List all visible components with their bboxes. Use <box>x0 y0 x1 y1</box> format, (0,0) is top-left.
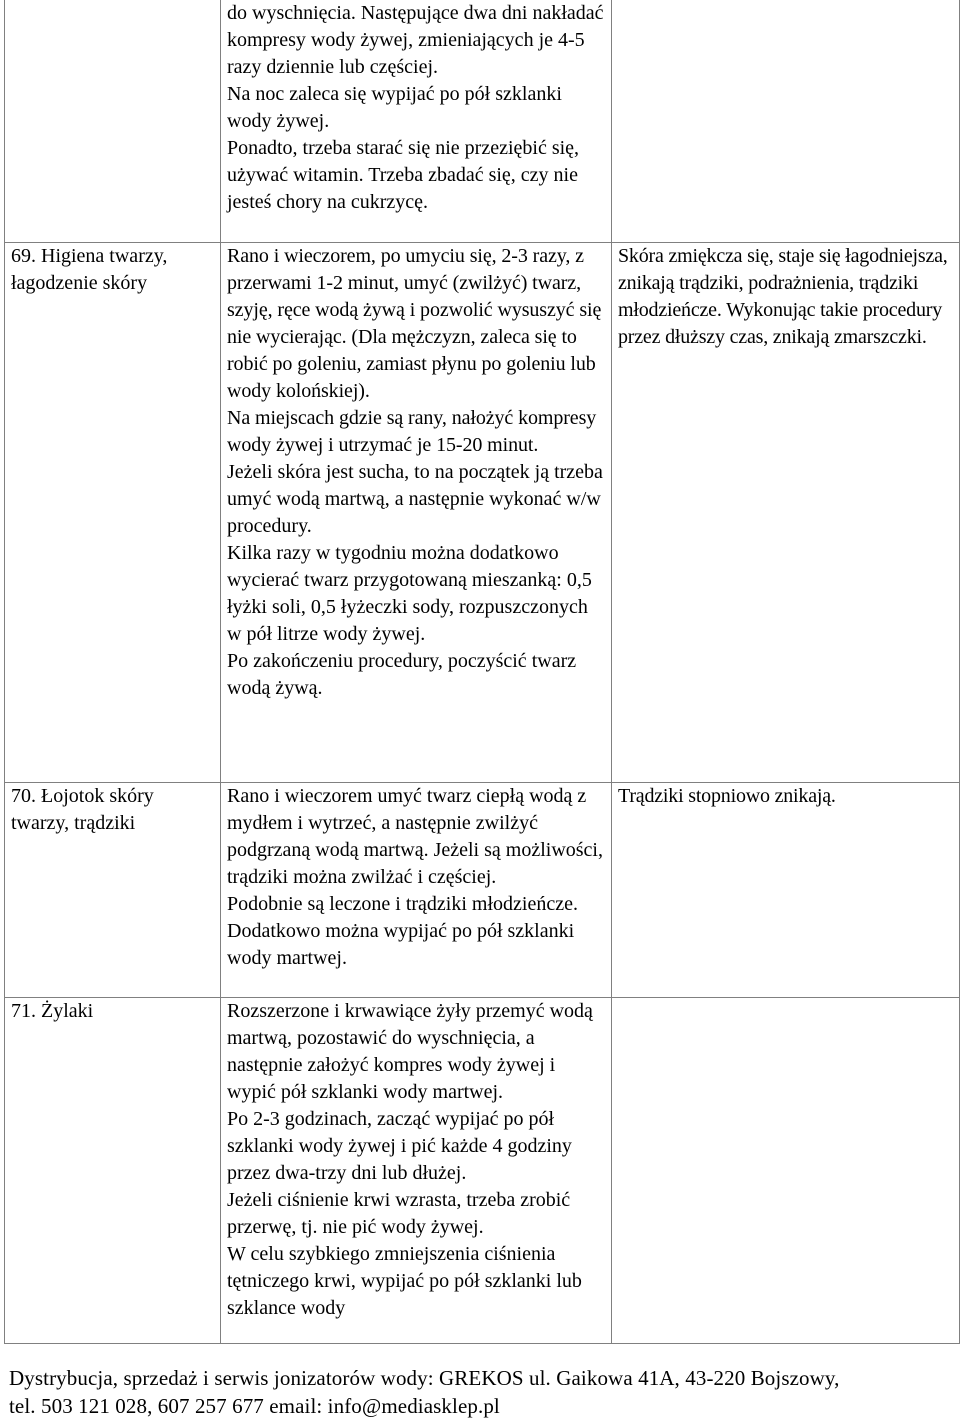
procedure-paragraph: Ponadto, trzeba starać się nie przeziębić się, używać witamin. Trzeba zbadać się, czy nie jesteś chory na cukrzycę. <box>227 137 580 213</box>
footer-contact-line: tel. 503 121 028, 607 257 677 email: info@mediasklep.pl <box>9 1394 500 1418</box>
procedure-cell <box>221 0 612 242</box>
procedure-paragraph: Rozszerzone i krwawiące żyły przemyć wodą martwą, pozostawić do wyschnięcia, a następnie założyć kompres wody żywej i wypić pół szklanki wody martwej. <box>227 999 593 1103</box>
procedure-paragraph: Na miejscach gdzie są rany, nałożyć kompresy wody żywej i utrzymać je 15-20 minut. <box>227 406 597 456</box>
page-footer <box>9 1364 954 1420</box>
table-row <box>5 782 960 997</box>
procedure-paragraph: do wyschnięcia. Następujące dwa dni nakładać kompresy wody żywej, zmieniających je 4-5 razy dziennie lub częściej. <box>227 2 604 78</box>
procedure-cell <box>221 782 612 997</box>
result-cell <box>612 0 960 242</box>
procedure-paragraph: Jeżeli skóra jest sucha, to na początek ją trzeba umyć wodą martwą, a następnie wykonać w/w procedury. <box>227 460 603 537</box>
condition-cell: 69. Higiena twarzy, łagodzenie skóry <box>5 242 221 782</box>
procedure-paragraph: Rano i wieczorem, po umyciu się, 2-3 razy, z przerwami 1-2 minut, umyć (zwilżyć) twarz, szyję, ręce wodą żywą i pozwolić wysuszyć się nie wycierając. (Dla mężczyzn, zaleca się to robić po goleniu, zamiast płynu po goleniu lub wody kolońskiej). <box>227 244 602 402</box>
procedure-cell <box>221 242 612 782</box>
procedure-paragraph: Kilka razy w tygodniu można dodatkowo wycierać twarz przygotowaną mieszanką: 0,5 łyżki soli, 0,5 łyżeczki sody, rozpuszczonych w pół litrze wody żywej. <box>227 541 592 645</box>
condition-cell: 71. Żylaki <box>5 997 221 1344</box>
table-row <box>5 997 960 1344</box>
procedure-paragraph: Podobnie są leczone i trądziki młodzieńcze. Dodatkowo można wypijać po pół szklanki wody martwej. <box>227 892 578 969</box>
procedure-paragraph: Po 2-3 godzinach, zacząć wypijać po pół szklanki wody żywej i pić każde 4 godziny przez dwa-trzy dni lub dłużej. <box>227 1107 572 1184</box>
procedure-cell <box>221 997 612 1344</box>
result-cell: Skóra zmiękcza się, staje się łagodniejsza, znikają trądziki, podrażnienia, trądziki młodzieńcze. Wykonując takie procedury przez dłuższy czas, znikają zmarszczki. <box>612 242 960 782</box>
condition-cell <box>5 0 221 242</box>
procedure-paragraph: Rano i wieczorem umyć twarz ciepłą wodą z mydłem i wytrzeć, a następnie zwilżyć podgrzaną wodą martwą. Jeżeli są możliwości, trądziki można zwilżać i częściej. <box>227 784 603 888</box>
condition-cell: 70. Łojotok skóry twarzy, trądziki <box>5 782 221 997</box>
procedure-paragraph: Po zakończeniu procedury, poczyścić twarz wodą żywą. <box>227 649 577 699</box>
procedure-paragraph: Na noc zaleca się wypijać po pół szklanki wody żywej. <box>227 83 562 132</box>
procedure-paragraph: Jeżeli ciśnienie krwi wzrasta, trzeba zrobić przerwę, tj. nie pić wody żywej. <box>227 1188 571 1238</box>
remedies-table <box>4 0 960 1344</box>
table-row <box>5 0 960 242</box>
table-row <box>5 242 960 782</box>
footer-address-line: Dystrybucja, sprzedaż i serwis jonizatorów wody: GREKOS ul. Gaikowa 41A, 43-220 Bojszowy, <box>9 1366 840 1390</box>
result-cell: Trądziki stopniowo znikają. <box>612 782 960 997</box>
result-cell <box>612 997 960 1344</box>
procedure-paragraph: W celu szybkiego zmniejszenia ciśnienia tętniczego krwi, wypijać po pół szklanki lub szklance wody <box>227 1242 582 1319</box>
